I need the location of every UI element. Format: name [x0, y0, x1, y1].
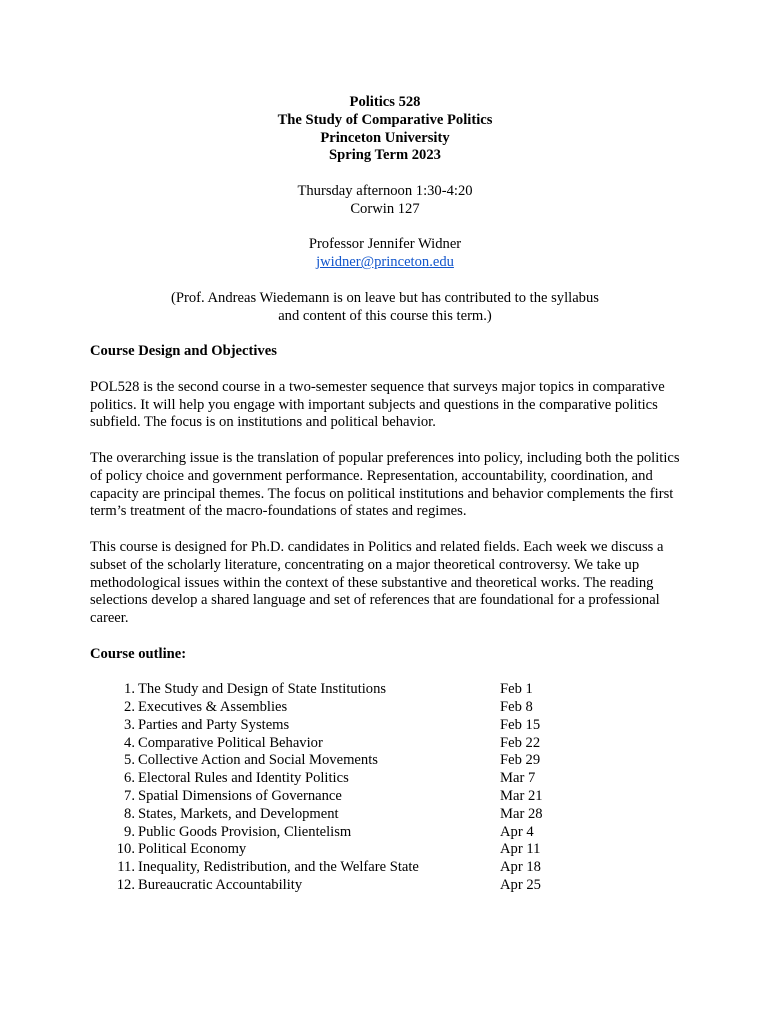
outline-item-topic: Political Economy: [138, 841, 247, 858]
instructor-info: [90, 236, 680, 272]
term: Spring Term 2023: [329, 147, 441, 164]
outline-item-topic: Comparative Political Behavior: [138, 734, 323, 751]
outline-item: [113, 877, 680, 895]
outline-item-topic: Spatial Dimensions of Governance: [138, 788, 342, 805]
outline-item: [113, 770, 680, 788]
course-title: The Study of Comparative Politics: [277, 111, 493, 128]
outline-item-topic: Electoral Rules and Identity Politics: [138, 770, 349, 787]
outline-item-date: Mar 21: [500, 788, 543, 805]
outline-item-number: 4.: [124, 734, 135, 751]
outline-item-date: Feb 1: [500, 681, 533, 698]
outline-item-date: Apr 18: [500, 859, 541, 876]
outline-item-topic: Bureaucratic Accountability: [138, 877, 303, 894]
outline-item-topic: Collective Action and Social Movements: [138, 752, 378, 769]
outline-item: [113, 841, 680, 859]
outline-item-number: 7.: [124, 788, 135, 805]
outline-item-date: Apr 4: [500, 823, 534, 840]
outline-item-date: Apr 25: [500, 877, 541, 894]
university-name: Princeton University: [320, 129, 450, 146]
design-heading: Course Design and Objectives: [90, 343, 277, 360]
outline-item: [113, 699, 680, 717]
meeting-time: Thursday afternoon 1:30-4:20: [297, 182, 473, 199]
outline-item: [113, 859, 680, 877]
outline-item: [113, 824, 680, 842]
outline-item-date: Feb 29: [500, 752, 541, 769]
outline-item-number: 8.: [124, 805, 135, 822]
outline-item-date: Mar 7: [500, 770, 536, 787]
outline-item: [113, 735, 680, 753]
outline-item-number: 12.: [116, 877, 135, 894]
outline-item-number: 11.: [117, 859, 135, 876]
outline-item-number: 2.: [124, 699, 135, 716]
syllabus-page: [90, 94, 680, 895]
outline-item-topic: Public Goods Provision, Clientelism: [138, 823, 352, 840]
outline-item: [113, 806, 680, 824]
outline-item-date: Feb 8: [500, 699, 533, 716]
outline-item-topic: Parties and Party Systems: [138, 716, 290, 733]
outline-item-topic: States, Markets, and Development: [138, 805, 339, 822]
leave-note-line-2: and content of this course this term.): [278, 307, 492, 324]
course-number: Politics 528: [349, 94, 421, 110]
course-outline-list: [113, 681, 680, 895]
outline-item-number: 1.: [124, 681, 135, 698]
outline-item-date: Mar 28: [500, 805, 543, 822]
outline-item-date: Apr 11: [500, 841, 541, 858]
instructor-name: Professor Jennifer Widner: [308, 236, 462, 253]
design-paragraph-2: The overarching issue is the translation of popular preferences into policy, including both the politics of policy choice and government performance. Representation, accountability, coordination, and capacity are principal themes. The focus on political institutions and behavior complements the first term’s treatment of the macro-foundations of states and regimes.: [90, 449, 680, 520]
outline-item-number: 9.: [124, 823, 135, 840]
leave-note-line-1: (Prof. Andreas Wiedemann is on leave but has contributed to the syllabus: [171, 289, 599, 306]
outline-item: [113, 717, 680, 735]
syllabus-header: [90, 94, 680, 165]
leave-note: [90, 290, 680, 326]
instructor-email-link[interactable]: jwidner@princeton.edu: [316, 254, 454, 271]
schedule-info: [90, 183, 680, 219]
outline-heading: Course outline:: [90, 645, 187, 662]
outline-item-number: 6.: [124, 770, 135, 787]
meeting-location: Corwin 127: [350, 200, 420, 217]
design-paragraph-3: This course is designed for Ph.D. candidates in Politics and related fields. Each week we discuss a subset of the scholarly literature, concentrating on a major theoretical controversy. We take up methodological issues within the context of these substantive and theoretical works. The reading selections develop a shared language and set of references that are foundational for a professional career.: [90, 538, 664, 627]
outline-item-number: 10.: [116, 841, 135, 858]
outline-item-date: Feb 22: [500, 734, 541, 751]
outline-item-date: Feb 15: [500, 716, 541, 733]
outline-item-number: 5.: [124, 752, 135, 769]
design-paragraph-1: POL528 is the second course in a two-semester sequence that surveys major topics in comparative politics. It will help you engage with important subjects and questions in the comparative politics subfield. The focus is on institutions and political behavior.: [90, 378, 665, 431]
outline-item-topic: Inequality, Redistribution, and the Welfare State: [138, 859, 419, 876]
outline-item-topic: Executives & Assemblies: [138, 699, 288, 716]
outline-item-number: 3.: [124, 716, 135, 733]
outline-item: [113, 752, 680, 770]
outline-item: [113, 788, 680, 806]
outline-item: [113, 681, 680, 699]
outline-item-topic: The Study and Design of State Institutions: [138, 681, 387, 698]
